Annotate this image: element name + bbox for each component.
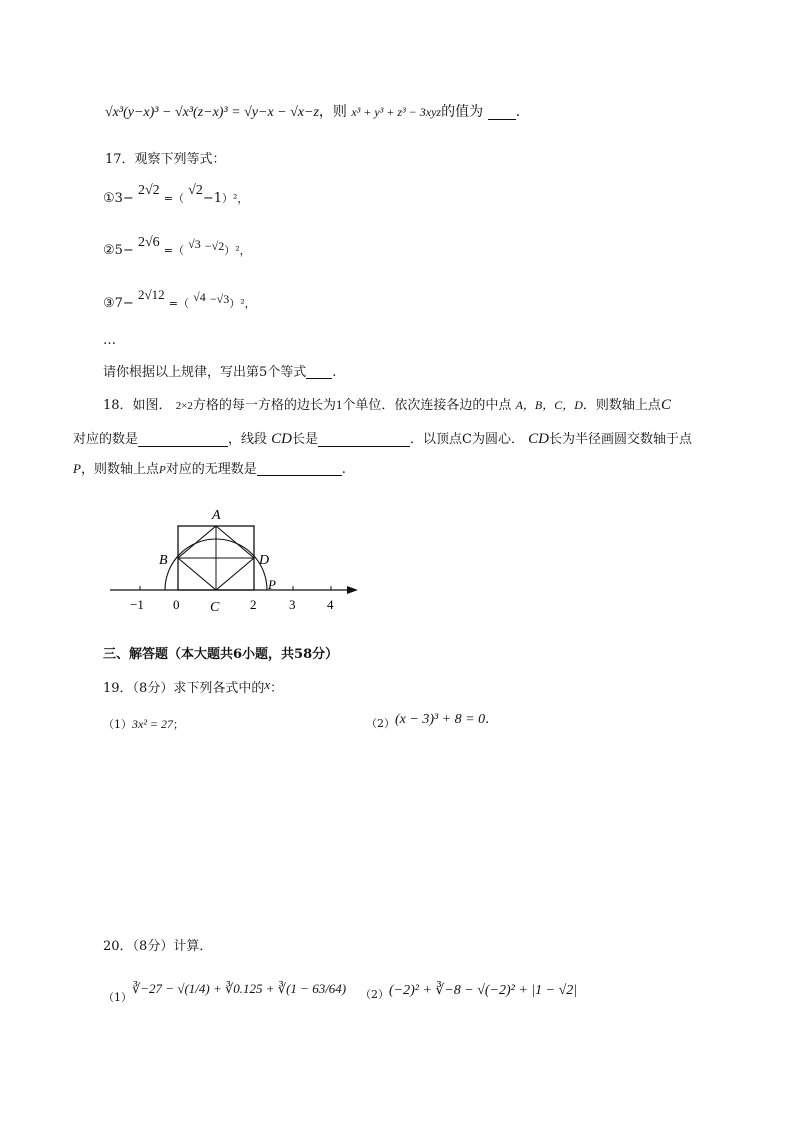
q20-part2: （2）(−2)² + ∛−8 − √(−2)² + |1 − √2| xyxy=(360,983,578,1001)
q17-eq3: ③7− 2√12 =（ √4 −√3）²， xyxy=(103,287,256,311)
q17-heading: 17．观察下列等式： xyxy=(105,152,226,167)
q18-line1: 18．如图． 2×2方格的每一方格的边长为1个单位．依次连接各边的中点 A，B，C，D．则数轴上点C xyxy=(103,397,671,413)
axis-arrow xyxy=(347,586,358,594)
q18-blank-c[interactable] xyxy=(138,434,228,447)
q17-ask: 请你根据以上规律，写出第5个等式 . xyxy=(103,365,337,380)
q17-ellipsis: … xyxy=(103,333,116,348)
label-a: A xyxy=(212,508,221,523)
q20-heading: 20．（8分）计算． xyxy=(103,939,213,954)
label-p: P xyxy=(268,577,276,592)
q16-tail: 的值为 xyxy=(441,104,484,120)
q19-heading: 19．（8分）求下列各式中的x： xyxy=(103,677,284,696)
q17-eq2: ②5− 2√6 =（ √3 −√2）²， xyxy=(103,235,251,258)
tick-four: 4 xyxy=(327,597,334,612)
q19-part1: （1）3x² = 27； xyxy=(103,717,185,731)
q19-part2: $_{(2)}$(x − 3)³ + 8 = 0. xyxy=(366,712,490,730)
number-line-figure xyxy=(100,500,370,620)
q20-part1: （1）∛−27 − √(1/4) + ∛0.125 + ∛(1 − 63/64) xyxy=(103,981,347,1004)
label-d: D xyxy=(259,553,270,568)
q18-line2: 对应的数是 ，线段 CD长是 ．以顶点C为圆心． CD长为半径画圆交数轴于点 xyxy=(73,431,692,447)
q16-expression: x³ + y³ + z³ − 3xyz xyxy=(351,105,442,119)
tick-two: 2 xyxy=(250,597,257,612)
q18-blank-p[interactable] xyxy=(257,463,342,476)
tick-zero: 0 xyxy=(173,597,180,612)
q16-answer-blank[interactable] xyxy=(488,107,516,120)
tick-three: 3 xyxy=(289,597,296,612)
section-three-title: 三、解答题（本大题共6小题，共58分） xyxy=(103,647,339,662)
q17-answer-blank[interactable] xyxy=(306,366,332,379)
q16-mid: ，则 xyxy=(318,104,347,120)
label-b: B xyxy=(159,553,168,568)
tick-minus-one: −1 xyxy=(130,597,144,612)
q17-eq1: ①3− 2√2 =（ √2−1）²， xyxy=(103,183,249,206)
q18-blank-cd[interactable] xyxy=(318,434,410,447)
label-c: C xyxy=(210,600,220,615)
q18-line3: P，则数轴上点P对应的无理数是 . xyxy=(73,461,346,477)
q16-line: √x³(y−x)³ − √x³(z−x)³ = √y−x − √x−z，则 x³ + y³ + z³ − 3xyz的值为 . xyxy=(105,104,521,120)
q16-equation: √x³(y−x)³ − √x³(z−x)³ = √y−x − √x−z xyxy=(105,105,319,120)
